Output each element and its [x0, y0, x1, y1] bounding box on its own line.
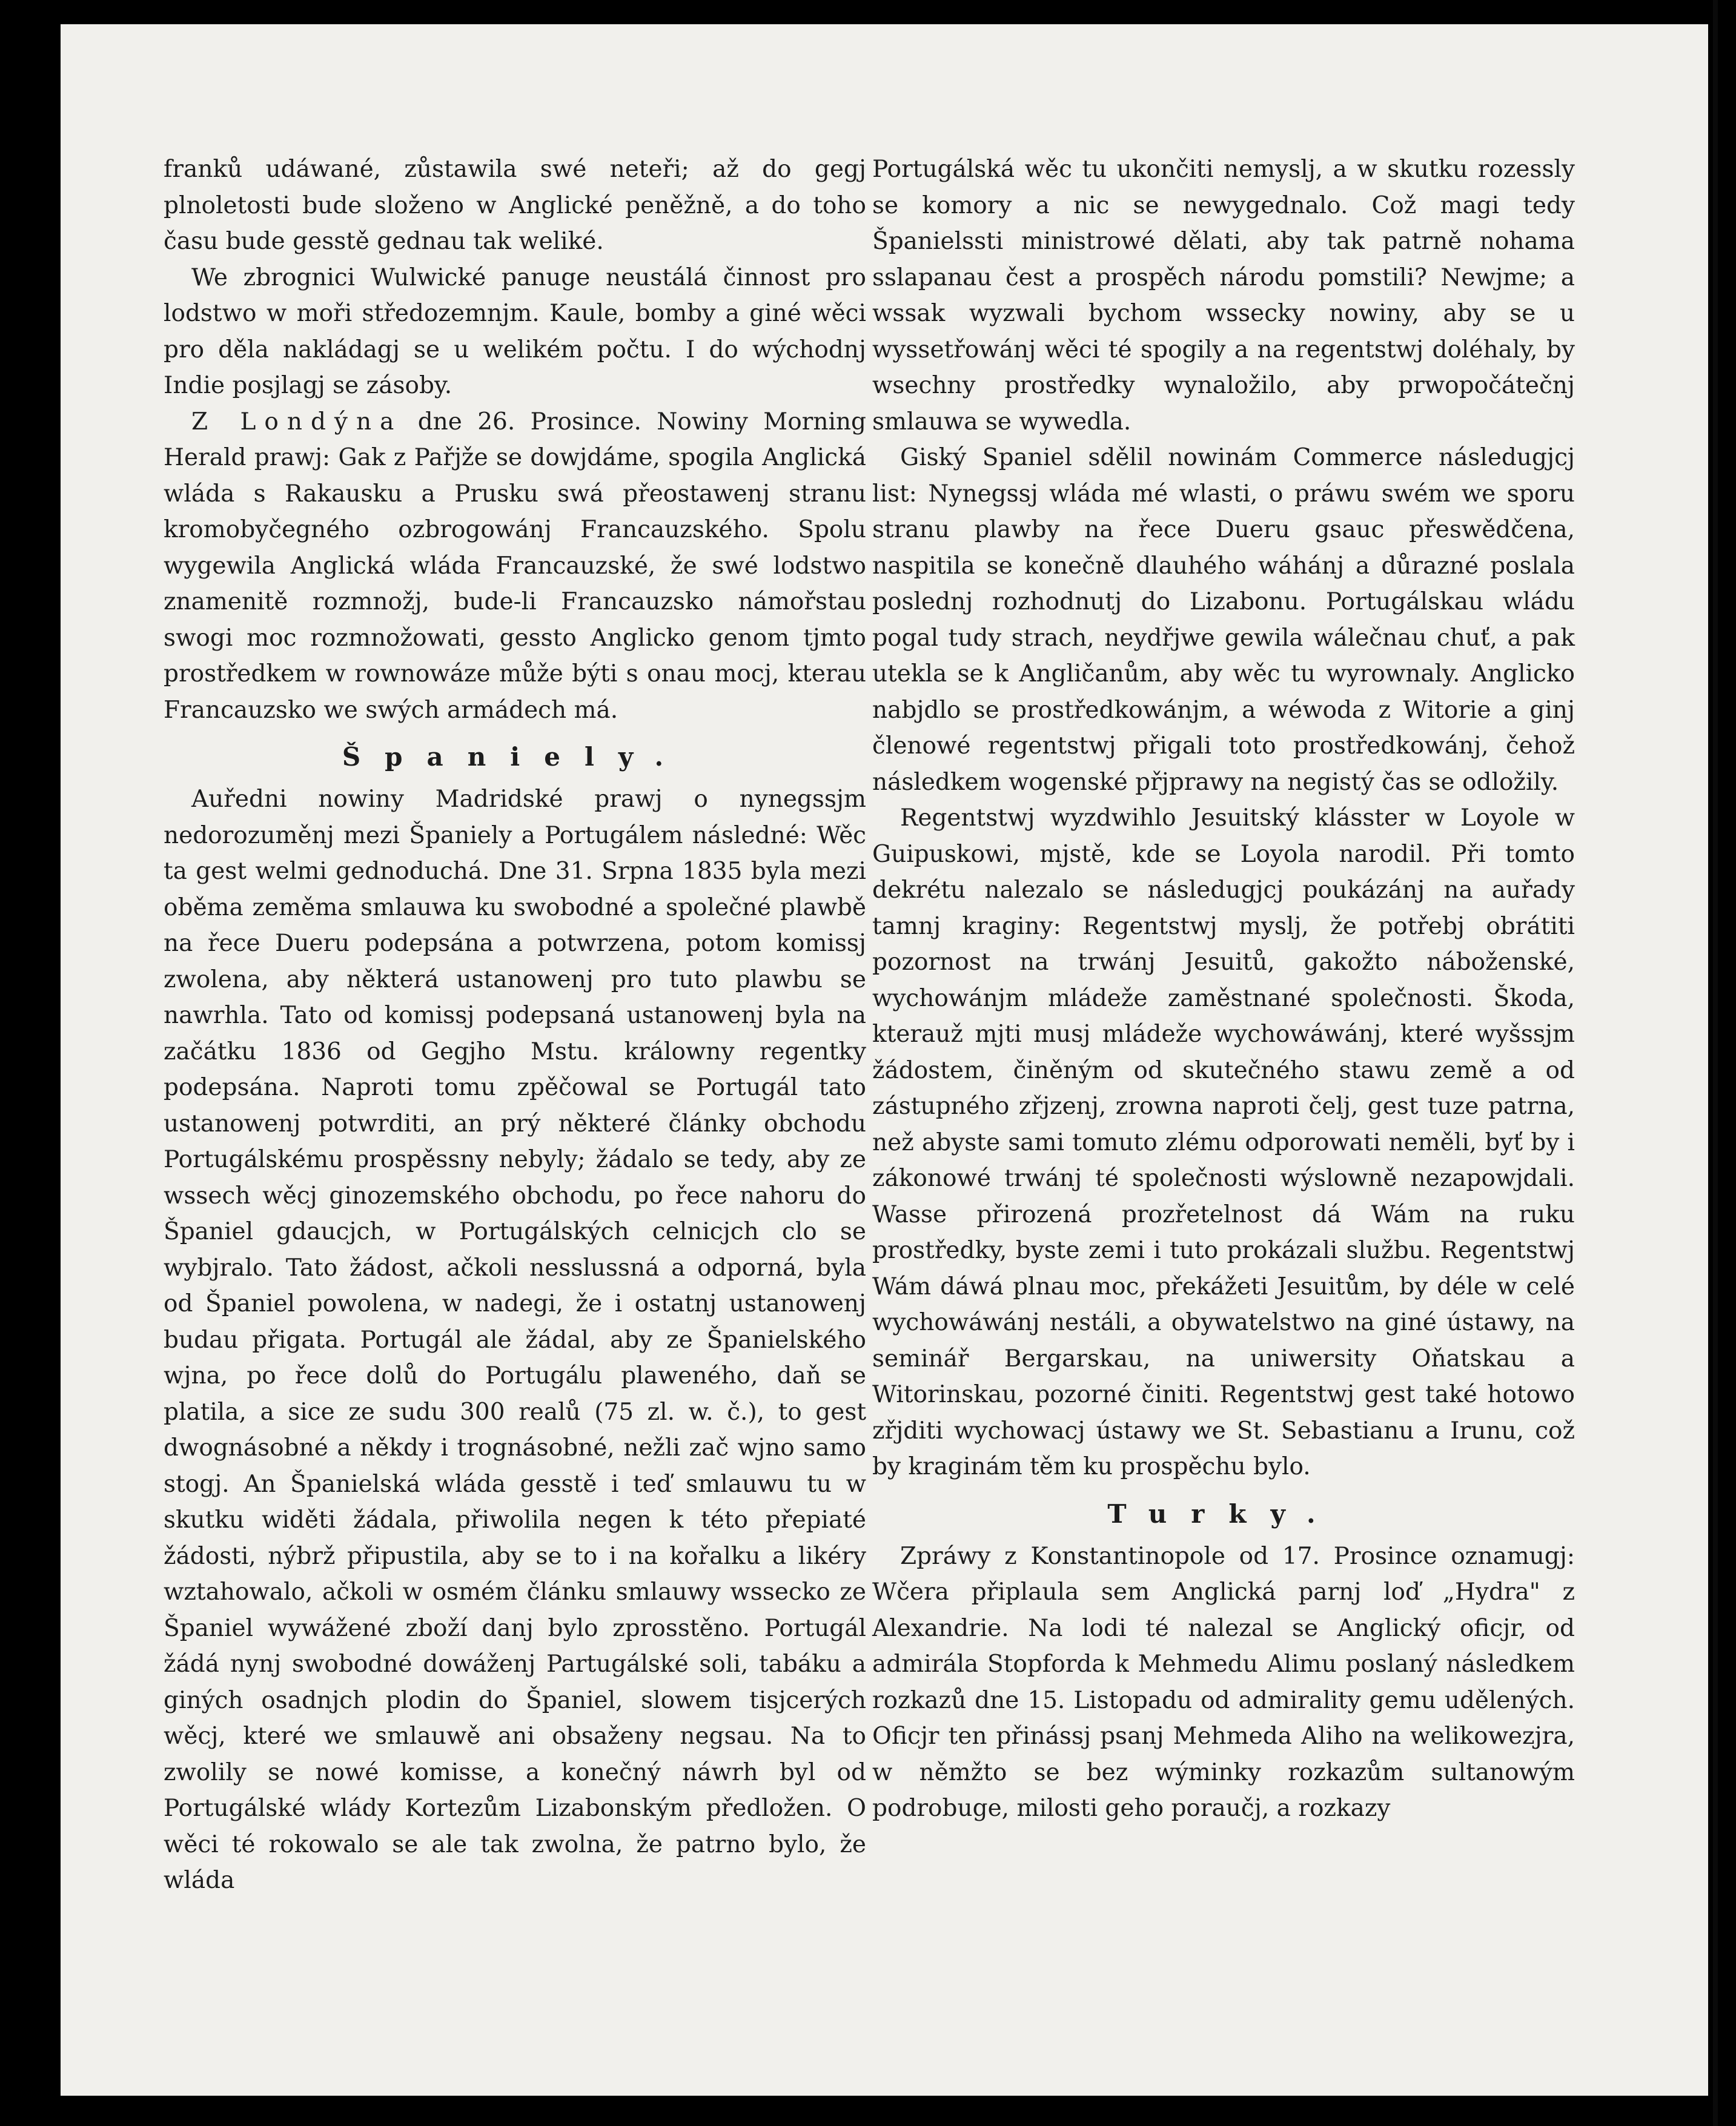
paragraph-inheritance: franků udáwané, zůstawila swé neteři; až do gegj plnoletosti bude složeno w Anglické peněžně, a do toho času bude gesstě gednau tak weliké.	[164, 156, 866, 255]
paragraph-london-text: dne 26. Prosince. Nowiny Morning Herald prawj: Gak z Pařjže se dowjdáme, spogila Anglická wláda s Rakausku a Prusku swá přeostawenj stranu kromobyčegného ozbrogowánj Francauzského. Spolu wygewila Anglická wláda Francauzské, že swé lodstwo znamenitě rozmnožj, bude-li Francauzsko námořstau swogi moc rozmnožowati, gessto Anglicko genom tjmto prostředkem w rownowáze může býti s onau mocj, kterau Francauzsko we swých armádech má.	[164, 408, 867, 724]
page-edge	[1713, 0, 1718, 2126]
paragraph-spain-portugal-dispute: Auředni nowiny Madridské prawj o nynegssjm nedorozuměnj mezi Španiely a Portugálem následné: Wěc ta gest welmi gednoduchá. Dne 31. Srpna 1835 byla mezi oběma zeměma smlauwa ku swobodné a společné plawbě na řece Dueru podepsána a potwrzena, potom komissj zwolena, aby některá ustanowenj pro tuto plawbu se nawrhla. Tato od komissj podepsaná ustanowenj byla na začátku 1836 od Gegjho Mstu. králowny regentky podepsána. Naproti tomu zpěčowal se Portugál tato ustanowenj potwrditi, an prý některé články obchodu Portugálskému prospěssny nebyly; žádalo se tedy, aby ze wssech wěcj ginozemského obchodu, po řece nahoru do Španiel gdaucjch, w Portugálských celnicjch clo se wybjralo. Tato žádost, ačkoli nesslussná a odporná, byla od Španiel powolena, w nadegi, že i ostatnj ustanowenj budau přigata. Portugál ale žádal, aby ze Španielského wjna, po řece dolů do Portugálu plaweného, daň se platila, a sice ze sudu 300 realů (75 zl. w. č.), to gest dwognásobné a někdy i trognásobné, nežli zač wjno samo stogj. An Španielská wláda gesstě i teď smlauwu tu w skutku widěti žádala, přiwolila negen k této přepiaté žádosti, nýbrž připustila, aby se to i na kořalku a likéry wztahowalo, ačkoli w osmém článku smlauwy wssecko ze Španiel wywážené zboží danj bylo zprosstěno. Portugál žádá nynj swobodné dowáženj Partugálské soli, tabáku a giných osadnjch plodin do Španiel, slowem tisjcerých wěcj, které we smlauwě ani obsaženy negsau. Na to zwolily se nowé komisse, a konečný náwrh byl od Portugálské wlády Kortezům Lizabonským předložen. O wěci té rokowalo se ale tak zwolna, že patrno bylo, že wláda	[164, 786, 866, 1894]
place-london: Z Londýna	[191, 408, 403, 435]
paragraph-constantinople-news: Zpráwy z Konstantinopole od 17. Prosince oznamugj: Wčera připlaula sem Anglická parnj loď „Hydra" z Alexandrie. Na lodi té nalezal se Anglický oficjr, od admirála Stopforda k Mehmedu Alimu poslaný následkem rozkazů dne 15. Listopadu od admirality gemu udělených. Oficjr ten přinássj psanj Mehmeda Aliho na welikowezjra, w němžto se bez wýminky rozkazům sultanowým podrobuge, milosti geho poraučj, a rozkazy	[872, 1542, 1575, 1822]
right-column	[872, 151, 1575, 1827]
paragraph-woolwich-arsenal: We zbrognici Wulwické panuge neustálá činnost pro lodstwo w moři středozemnjm. Kaule, bomby a giné wěci pro děla nakládagj se u welikém počtu. I do wýchodnj Indie posjlagj se zásoby.	[164, 263, 866, 399]
section-heading-spain: Španiely.	[342, 742, 688, 772]
newspaper-page	[61, 24, 1708, 2096]
left-column	[164, 151, 866, 1899]
paragraph-portugal-continuation: Portugálská wěc tu ukončiti nemyslj, a w skutku rozessly se komory a nic se newygednalo. Což magi tedy Španielssti ministrowé dělati, aby tak patrně nohama sslapanau čest a prospěch národu pomstili? Newjme; a wssak wyzwali bychom wssecky nowiny, aby se u wyssetřowánj wěci té spogily a na regentstwj doléhaly, by wsechny prostředky wynaložilo, aby prwopočátečnj smlauwa se wywedla.	[872, 156, 1575, 435]
section-heading-turkey: Turky.	[1107, 1498, 1340, 1529]
paragraph-london-news	[164, 404, 866, 729]
paragraph-spaniard-letter: Giský Spaniel sdělil nowinám Commerce následugjcj list: Nynegssj wláda mé wlasti, o práwu swém we sporu stranu plawby na řece Dueru gsauc přeswědčena, naspitila se konečně dlauhého wáhánj a důrazné poslala poslednj rozhodnutj do Lizabonu. Portugálskau wládu pogal tudy strach, neydřjwe gewila wálečnau chuť, a pak utekla se k Angličanům, aby wěc tu wyrownaly. Anglicko nabjdlo se prostředkowánjm, a wéwoda z Witorie a ginj členowé regentstwj přigali toto prostředkowánj, čehož následkem wogenské přjprawy na negistý čas se odložily.	[872, 444, 1575, 796]
paragraph-jesuit-decree: Regentstwj wyzdwihlo Jesuitský klásster w Loyole w Guipuskowi, mjstě, kde se Loyola narodil. Při tomto dekrétu nalezalo se následugjcj poukázánj na auřady tamnj kraginy: Regentstwj myslj, že potřebj obrátiti pozornost na trwánj Jesuitů, gakožto náboženské, wychowánjm mládeže zaměstnané společnosti. Škoda, kterauž mjti musj mládeže wychowáwánj, které wyšssjm žádostem, činěným od skutečného stawu země a od zástupného zřjzenj, zrowna naproti čelj, gest tuze patrna, než abyste sami tomuto zlému odporowati neměli, byť by i zákonowé trwánj té společnosti wýslowně nezapowjdali. Wasse přirozená prozřetelnost dá Wám na ruku prostředky, byste zemi i tuto prokázali službu. Regentstwj Wám dáwá plnau moc, překážeti Jesuitům, by déle w celé wychowáwánj nestáli, a obywatelstwo na giné ústawy, na seminář Bergarskau, na uniwersity Oňatskau a Witorinskau, pozorné činiti. Regentstwj gest také hotowo zřjditi wychowacj ústawy we St. Sebastianu a Irunu, což by kraginám těm ku prospěchu bylo.	[872, 804, 1575, 1480]
